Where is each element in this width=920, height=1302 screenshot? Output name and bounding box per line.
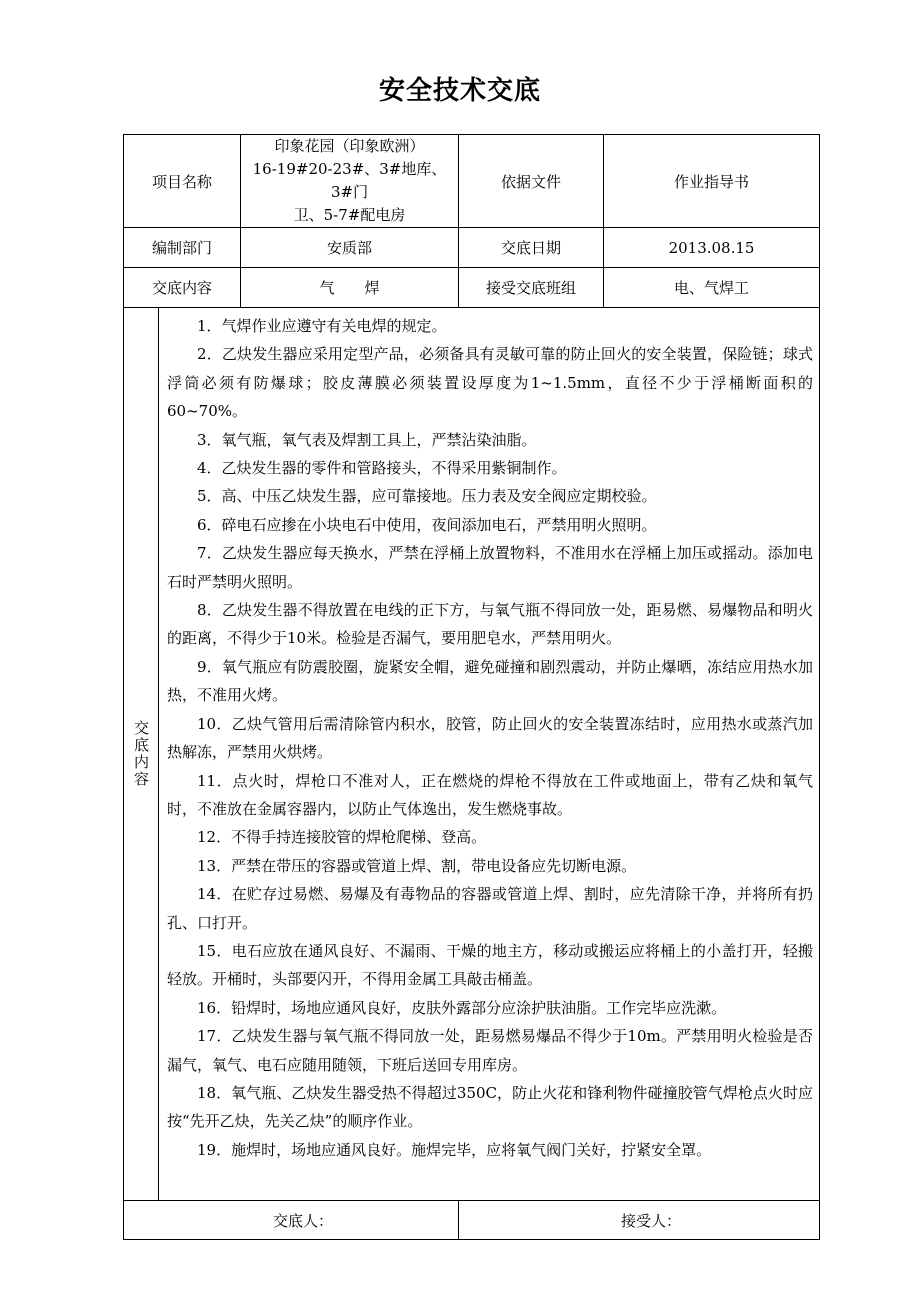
instruction-item: 3．氧气瓶，氧气表及焊割工具上，严禁沾染油脂。 (197, 430, 537, 449)
instruction-item: 16．铅焊时，场地应通风良好，皮肤外露部分应涂护肤油脂。工作完毕应洗漱。 (197, 998, 727, 1017)
dept-label: 编制部门 (124, 228, 241, 268)
table-row-body (124, 308, 820, 1201)
instruction-list (167, 312, 813, 1164)
table-row-project (124, 135, 820, 228)
document-title: 安全技术交底 (378, 76, 541, 106)
instruction-item: 14．在贮存过易燃、易爆及有毒物品的容器或管道上焊、割时，应先清除干净，并将所有扔孔、口打开。 (167, 885, 814, 932)
team-label: 接受交底班组 (459, 268, 604, 308)
instruction-item: 8．乙炔发生器不得放置在电线的正下方，与氧气瓶不得同放一处，距易燃、易爆物品和明火的距离，不得少于10米。检验是否漏气，要用肥皂水，严禁用明火。 (167, 601, 814, 648)
project-name-value (241, 135, 459, 228)
body-side-label-cell (124, 308, 159, 1201)
instruction-item: 9．氧气瓶应有防震胶圈，旋紧安全帽，避免碰撞和剧烈震动，并防止爆晒，冻结应用热水加热，不准用火烤。 (167, 657, 814, 705)
instruction-item: 12．不得手持连接胶管的焊枪爬梯、登高。 (197, 828, 487, 847)
giver-label: 交底人： (273, 1211, 334, 1230)
instruction-item: 4．乙炔发生器的零件和管路接头，不得采用紫铜制作。 (197, 459, 567, 478)
instruction-item: 13．严禁在带压的容器或管道上焊、割，带电设备应先切断电源。 (197, 856, 637, 875)
project-name-line2: 16-19#20-23#、3#地库、3#门 (252, 160, 447, 201)
instruction-item: 1．气焊作业应遵守有关电焊的规定。 (197, 317, 447, 335)
project-name-line1: 印象花园（印象欧洲） (274, 137, 425, 155)
instruction-item: 11．点火时，焊枪口不准对人，正在燃烧的焊枪不得放在工件或地面上，带有乙炔和氧气时，不准放在金属容器内，以防止气体逸出，发生燃烧事故。 (167, 771, 814, 818)
instruction-item: 7．乙炔发生器应每天换水，严禁在浮桶上放置物料，不准用水在浮桶上加压或摇动。添加电石时严禁明火照明。 (167, 544, 814, 591)
body-content (159, 308, 820, 1201)
table-row-content (124, 268, 820, 308)
content-value: 气 焊 (241, 268, 459, 308)
instruction-item: 10．乙炔气管用后需清除管内积水，胶管，防止回火的安全装置冻结时，应用热水或蒸汽加热解冻，严禁用火烘烤。 (167, 714, 814, 762)
instruction-item: 2．乙炔发生器应采用定型产品，必须备具有灵敏可靠的防止回火的安全装置，保险链；球式浮筒必须有防爆球；胶皮薄膜必须装置设厚度为1~1.5mm，直径不少于浮桶断面积的60~70%。 (167, 345, 814, 421)
instruction-item: 17．乙炔发生器与氧气瓶不得同放一处，距易燃易爆品不得少于10m。严禁用明火检验是否漏气，氧气、电石应随用随领，下班后送回专用库房。 (167, 1027, 814, 1074)
giver-cell (124, 1201, 459, 1240)
date-value: 2013.08.15 (604, 228, 820, 268)
body-side-label: 交底内容 (132, 720, 150, 788)
instruction-item: 15．电石应放在通风良好、不漏雨、干燥的地主方，移动或搬运应将桶上的小盖打开，轻搬轻放。开桶时，头部要闪开，不得用金属工具敲击桶盖。 (167, 941, 814, 989)
date-label: 交底日期 (459, 228, 604, 268)
team-value: 电、气焊工 (604, 268, 820, 308)
receiver-cell (459, 1201, 820, 1240)
dept-value: 安质部 (241, 228, 459, 268)
instruction-item: 18．氧气瓶、乙炔发生器受热不得超过350C，防止火花和锋利物件碰撞胶管气焊枪点火时应按“先开乙炔，先关乙炔”的顺序作业。 (167, 1083, 814, 1131)
table-row-signature (124, 1201, 820, 1240)
instruction-item: 6．碎电石应掺在小块电石中使用，夜间添加电石，严禁用明火照明。 (197, 515, 657, 534)
basis-value: 作业指导书 (604, 135, 820, 228)
table-row-dept (124, 228, 820, 268)
project-name-line3: 卫、5-7#配电房 (293, 206, 406, 224)
basis-label: 依据文件 (459, 135, 604, 228)
safety-briefing-table (123, 134, 820, 1240)
instruction-item: 5．高、中压乙炔发生器，应可靠接地。压力表及安全阀应定期校验。 (197, 487, 657, 506)
instruction-item: 19．施焊时，场地应通风良好。施焊完毕，应将氧气阀门关好，拧紧安全罩。 (197, 1140, 712, 1159)
content-label: 交底内容 (124, 268, 241, 308)
receiver-label: 接受人： (621, 1211, 682, 1230)
project-name-label: 项目名称 (124, 135, 241, 228)
